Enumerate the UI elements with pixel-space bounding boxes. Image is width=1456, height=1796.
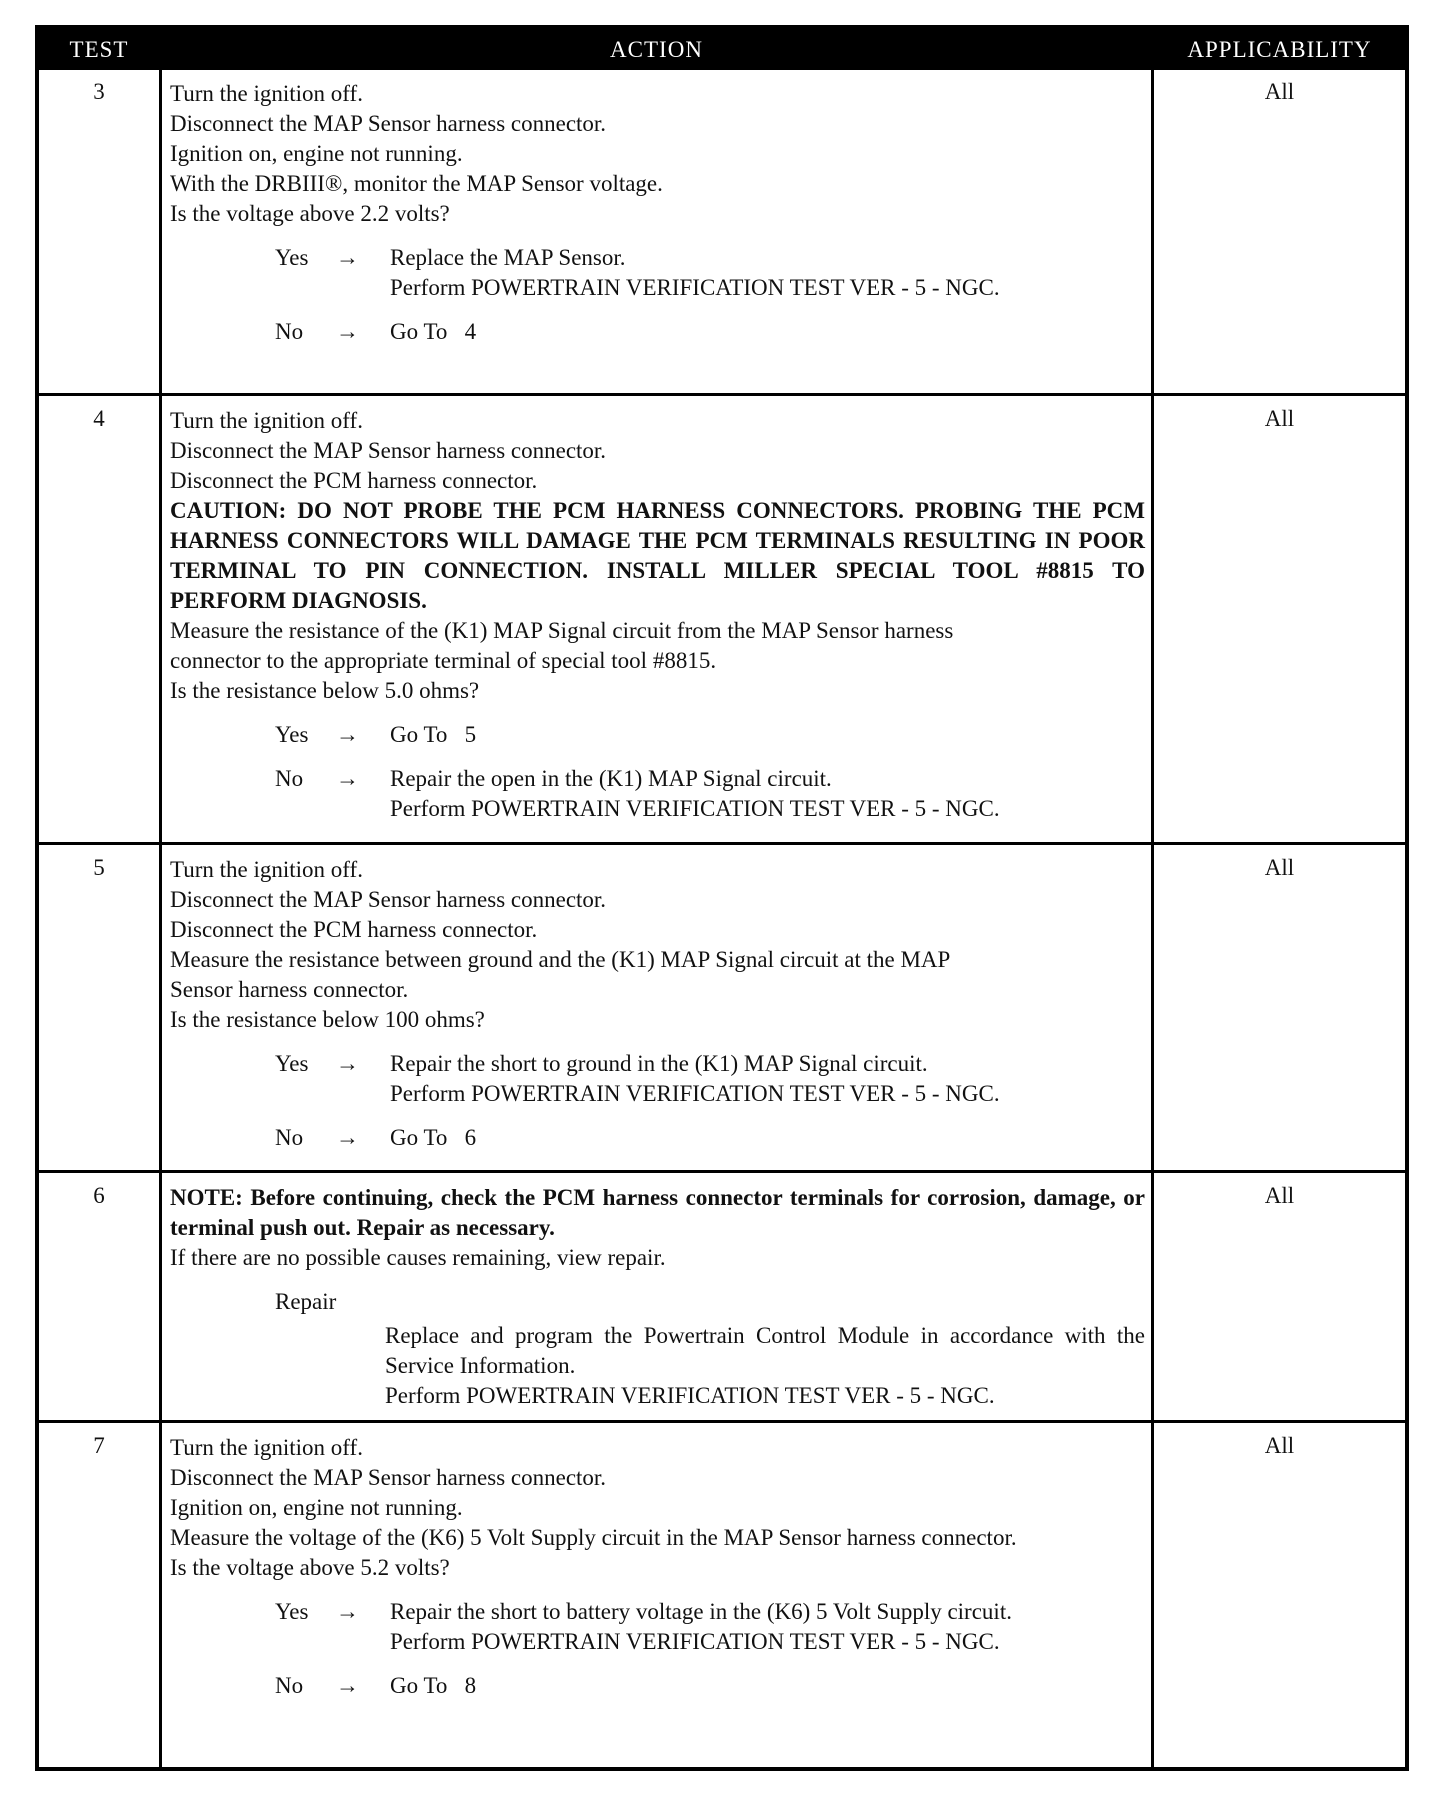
row-divider bbox=[39, 1170, 1405, 1173]
action-line: Disconnect the PCM harness connector. bbox=[170, 917, 538, 942]
table-header bbox=[39, 29, 1405, 70]
column-divider bbox=[1151, 70, 1154, 1767]
test-number: 5 bbox=[93, 855, 105, 880]
no-response bbox=[170, 764, 1145, 824]
yes-text: Replace the MAP Sensor. bbox=[390, 245, 626, 270]
action-line: Disconnect the MAP Sensor harness connector. bbox=[170, 438, 607, 463]
header-test: TEST bbox=[69, 37, 129, 62]
applicability-value: All bbox=[1264, 79, 1295, 104]
action-cell bbox=[170, 406, 1145, 824]
row-divider bbox=[39, 1420, 1405, 1423]
action-line: Disconnect the MAP Sensor harness connector. bbox=[170, 1465, 607, 1490]
arrow-right-icon: → bbox=[336, 1051, 359, 1076]
goto-text: Go To 4 bbox=[390, 319, 477, 344]
action-line: Sensor harness connector. bbox=[170, 977, 409, 1002]
applicability-value: All bbox=[1264, 855, 1295, 880]
arrow-right-icon: → bbox=[336, 245, 359, 270]
applicability-value: All bbox=[1264, 1433, 1295, 1458]
action-line: Disconnect the MAP Sensor harness connector. bbox=[170, 111, 607, 136]
goto-text: Go To 6 bbox=[390, 1125, 477, 1150]
action-line: Ignition on, engine not running. bbox=[170, 1495, 463, 1520]
yes-label: Yes bbox=[275, 1599, 309, 1624]
row-divider bbox=[39, 842, 1405, 845]
diagnostic-table bbox=[35, 25, 1409, 1771]
action-line: Disconnect the MAP Sensor harness connector. bbox=[170, 887, 607, 912]
action-question: Is the voltage above 5.2 volts? bbox=[170, 1555, 450, 1580]
no-text: Repair the open in the (K1) MAP Signal circuit. bbox=[390, 766, 832, 791]
action-line: Measure the resistance of the (K1) MAP Signal circuit from the MAP Sensor harness bbox=[170, 618, 954, 643]
repair-text: Replace and program the Powertrain Control Module in accordance with the Service Information. bbox=[385, 1323, 1145, 1378]
yes-text: Repair the short to ground in the (K1) MAP Signal circuit. bbox=[390, 1051, 928, 1076]
no-label: No bbox=[275, 1125, 304, 1150]
action-cell bbox=[170, 1183, 1145, 1411]
test-number: 4 bbox=[93, 406, 105, 431]
repair-instructions bbox=[385, 1321, 1145, 1411]
action-line: Disconnect the PCM harness connector. bbox=[170, 468, 538, 493]
applicability-value: All bbox=[1264, 1183, 1295, 1208]
arrow-right-icon: → bbox=[336, 1673, 359, 1698]
action-line: If there are no possible causes remaining, view repair. bbox=[170, 1245, 666, 1270]
applicability-value: All bbox=[1264, 406, 1295, 431]
column-divider bbox=[159, 70, 162, 1767]
verification-text: Perform POWERTRAIN VERIFICATION TEST VER - 5 - NGC. bbox=[390, 275, 1000, 300]
action-line: Turn the ignition off. bbox=[170, 857, 363, 882]
yes-response bbox=[170, 243, 1145, 303]
arrow-right-icon: → bbox=[336, 766, 359, 791]
row-divider bbox=[39, 393, 1405, 396]
action-line: connector to the appropriate terminal of special tool #8815. bbox=[170, 648, 717, 673]
no-response bbox=[170, 1123, 1145, 1153]
action-line: Turn the ignition off. bbox=[170, 1435, 363, 1460]
action-cell bbox=[170, 855, 1145, 1153]
yes-response bbox=[170, 1597, 1145, 1657]
action-line: Turn the ignition off. bbox=[170, 81, 363, 106]
action-line: With the DRBIII®, monitor the MAP Sensor voltage. bbox=[170, 171, 663, 196]
yes-response bbox=[170, 1049, 1145, 1109]
yes-text: Repair the short to battery voltage in the (K6) 5 Volt Supply circuit. bbox=[390, 1599, 1012, 1624]
goto-text: Go To 5 bbox=[390, 722, 477, 747]
action-line: Ignition on, engine not running. bbox=[170, 141, 463, 166]
action-cell bbox=[170, 79, 1145, 347]
test-number: 6 bbox=[93, 1183, 105, 1208]
header-action: ACTION bbox=[610, 37, 703, 62]
arrow-right-icon: → bbox=[336, 722, 359, 747]
action-cell bbox=[170, 1433, 1145, 1701]
action-question: Is the resistance below 5.0 ohms? bbox=[170, 678, 480, 703]
no-label: No bbox=[275, 766, 304, 791]
verification-text: Perform POWERTRAIN VERIFICATION TEST VER - 5 - NGC. bbox=[390, 1629, 1000, 1654]
arrow-right-icon: → bbox=[336, 1599, 359, 1624]
action-line: Measure the voltage of the (K6) 5 Volt Supply circuit in the MAP Sensor harness connector. bbox=[170, 1525, 1017, 1550]
yes-response bbox=[170, 720, 1145, 750]
goto-text: Go To 8 bbox=[390, 1673, 477, 1698]
action-line: Turn the ignition off. bbox=[170, 408, 363, 433]
action-question: Is the voltage above 2.2 volts? bbox=[170, 201, 450, 226]
verification-text: Perform POWERTRAIN VERIFICATION TEST VER - 5 - NGC. bbox=[390, 1081, 1000, 1106]
arrow-right-icon: → bbox=[336, 319, 359, 344]
action-question: Is the resistance below 100 ohms? bbox=[170, 1007, 485, 1032]
verification-text: Perform POWERTRAIN VERIFICATION TEST VER - 5 - NGC. bbox=[385, 1383, 995, 1408]
test-number: 7 bbox=[93, 1433, 105, 1458]
no-label: No bbox=[275, 319, 304, 344]
yes-label: Yes bbox=[275, 245, 309, 270]
header-applicability: APPLICABILITY bbox=[1187, 37, 1372, 62]
no-response bbox=[170, 317, 1145, 347]
caution-text: CAUTION: DO NOT PROBE THE PCM HARNESS CONNECTORS. PROBING THE PCM HARNESS CONNECTORS WILL DAMAGE THE PCM TERMINALS RESULTING IN POOR TERMINAL TO PIN CONNECTION. INSTALL MILLER SPECIAL TOOL #8815 TO PERFORM DIAGNOSIS. bbox=[170, 498, 1145, 613]
arrow-right-icon: → bbox=[336, 1125, 359, 1150]
verification-text: Perform POWERTRAIN VERIFICATION TEST VER - 5 - NGC. bbox=[390, 796, 1000, 821]
no-response bbox=[170, 1671, 1145, 1701]
no-label: No bbox=[275, 1673, 304, 1698]
yes-label: Yes bbox=[275, 722, 309, 747]
yes-label: Yes bbox=[275, 1051, 309, 1076]
repair-label: Repair bbox=[275, 1289, 337, 1314]
action-line: Measure the resistance between ground and the (K1) MAP Signal circuit at the MAP bbox=[170, 947, 951, 972]
note-text: NOTE: Before continuing, check the PCM harness connector terminals for corrosion, damage, or terminal push out. Repair as necessary. bbox=[170, 1185, 1145, 1240]
test-number: 3 bbox=[93, 79, 105, 104]
